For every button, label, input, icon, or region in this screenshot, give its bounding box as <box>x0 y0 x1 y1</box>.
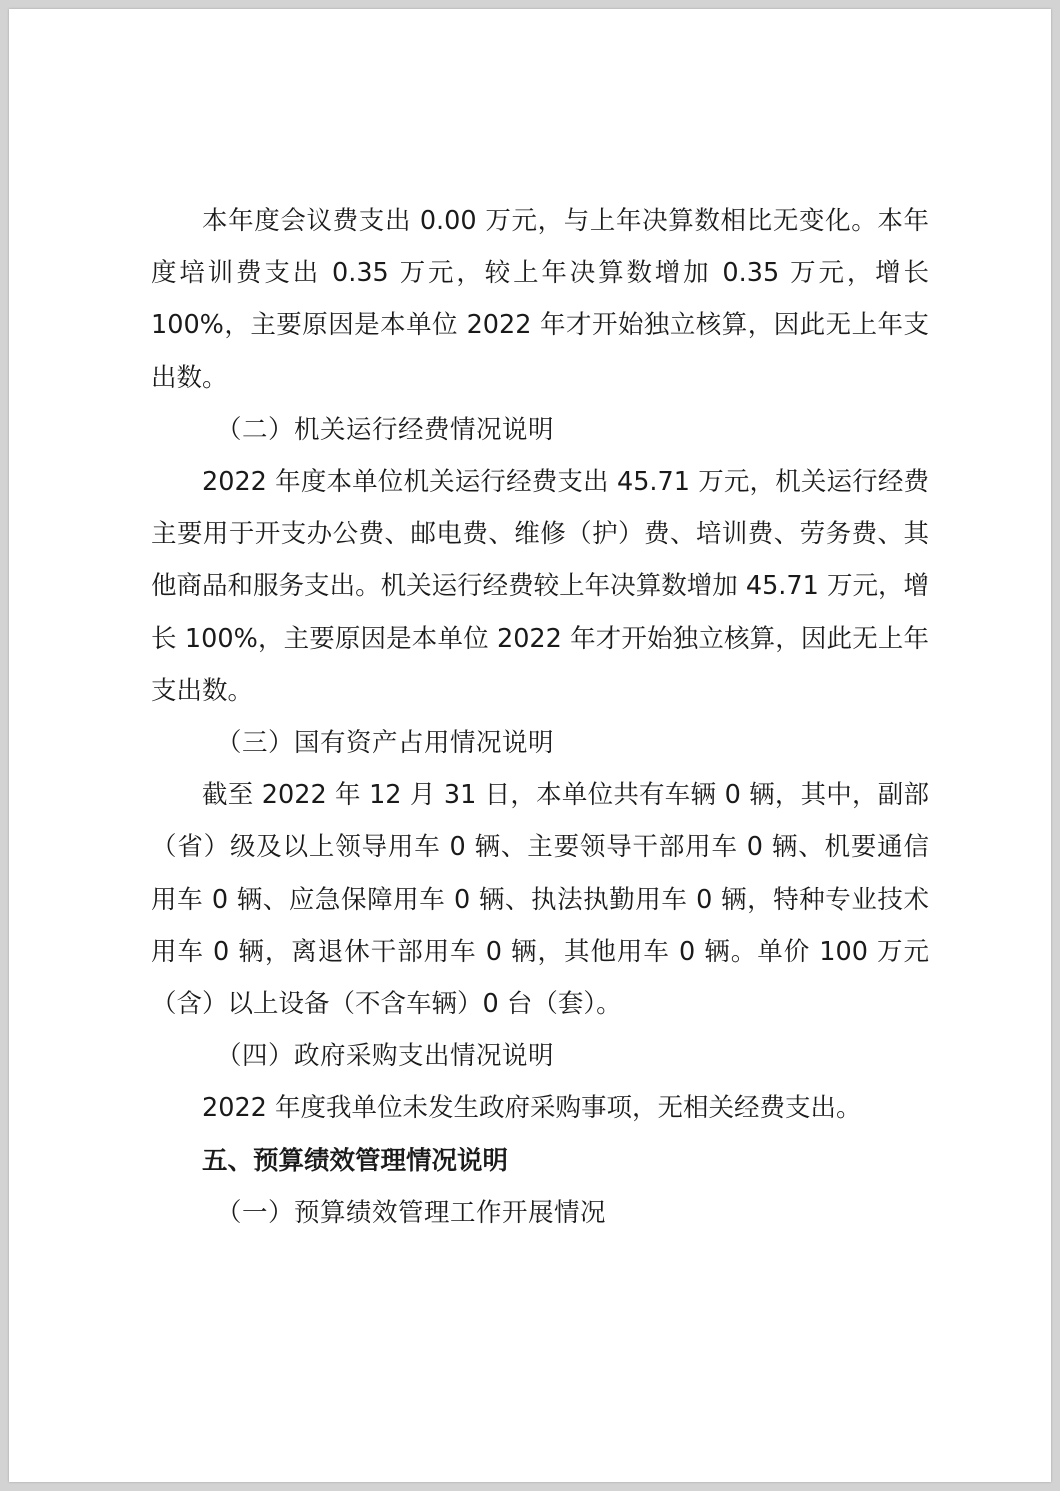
section-title-budget-performance: 五、预算绩效管理情况说明 <box>202 1145 509 1176</box>
operating-expenses-paragraph: 2022 年度本单位机关运行经费支出 45.71 万元，机关运行经费主要用于开支办公费、邮电费、维修（护）费、培训费、劳务费、其他商品和服务支出。机关运行经费较上年决算数增加 45.71 万元，增长 100%，主要原因是本单位 2022 年才开始独立核算，因此无上年支出数。 <box>151 467 929 706</box>
heading-performance-management-work: （一）预算绩效管理工作开展情况 <box>216 1197 607 1228</box>
heading-state-assets: （三）国有资产占用情况说明 <box>216 728 555 759</box>
document-body <box>151 195 929 1239</box>
government-procurement-paragraph: 2022 年度我单位未发生政府采购事项，无相关经费支出。 <box>202 1093 862 1124</box>
heading-government-procurement: （四）政府采购支出情况说明 <box>216 1041 555 1072</box>
heading-agency-operating-expenses: （二）机关运行经费情况说明 <box>216 414 555 445</box>
meeting-training-expense-paragraph: 本年度会议费支出 0.00 万元，与上年决算数相比无变化。本年度培训费支出 0.35 万元，较上年决算数增加 0.35 万元，增长 100%，主要原因是本单位 2022 年才开始独立核算，因此无上年支出数。 <box>151 206 929 393</box>
state-assets-paragraph: 截至 2022 年 12 月 31 日，本单位共有车辆 0 辆，其中，副部（省）级及以上领导用车 0 辆、主要领导干部用车 0 辆、机要通信用车 0 辆、应急保障用车 0 辆、执法执勤用车 0 辆，特种专业技术用车 0 辆，离退休干部用车 0 辆，其他用车 0 辆。单价 100 万元（含）以上设备（不含车辆）0 台（套）。 <box>151 780 929 1020</box>
document-page <box>9 9 1051 1482</box>
